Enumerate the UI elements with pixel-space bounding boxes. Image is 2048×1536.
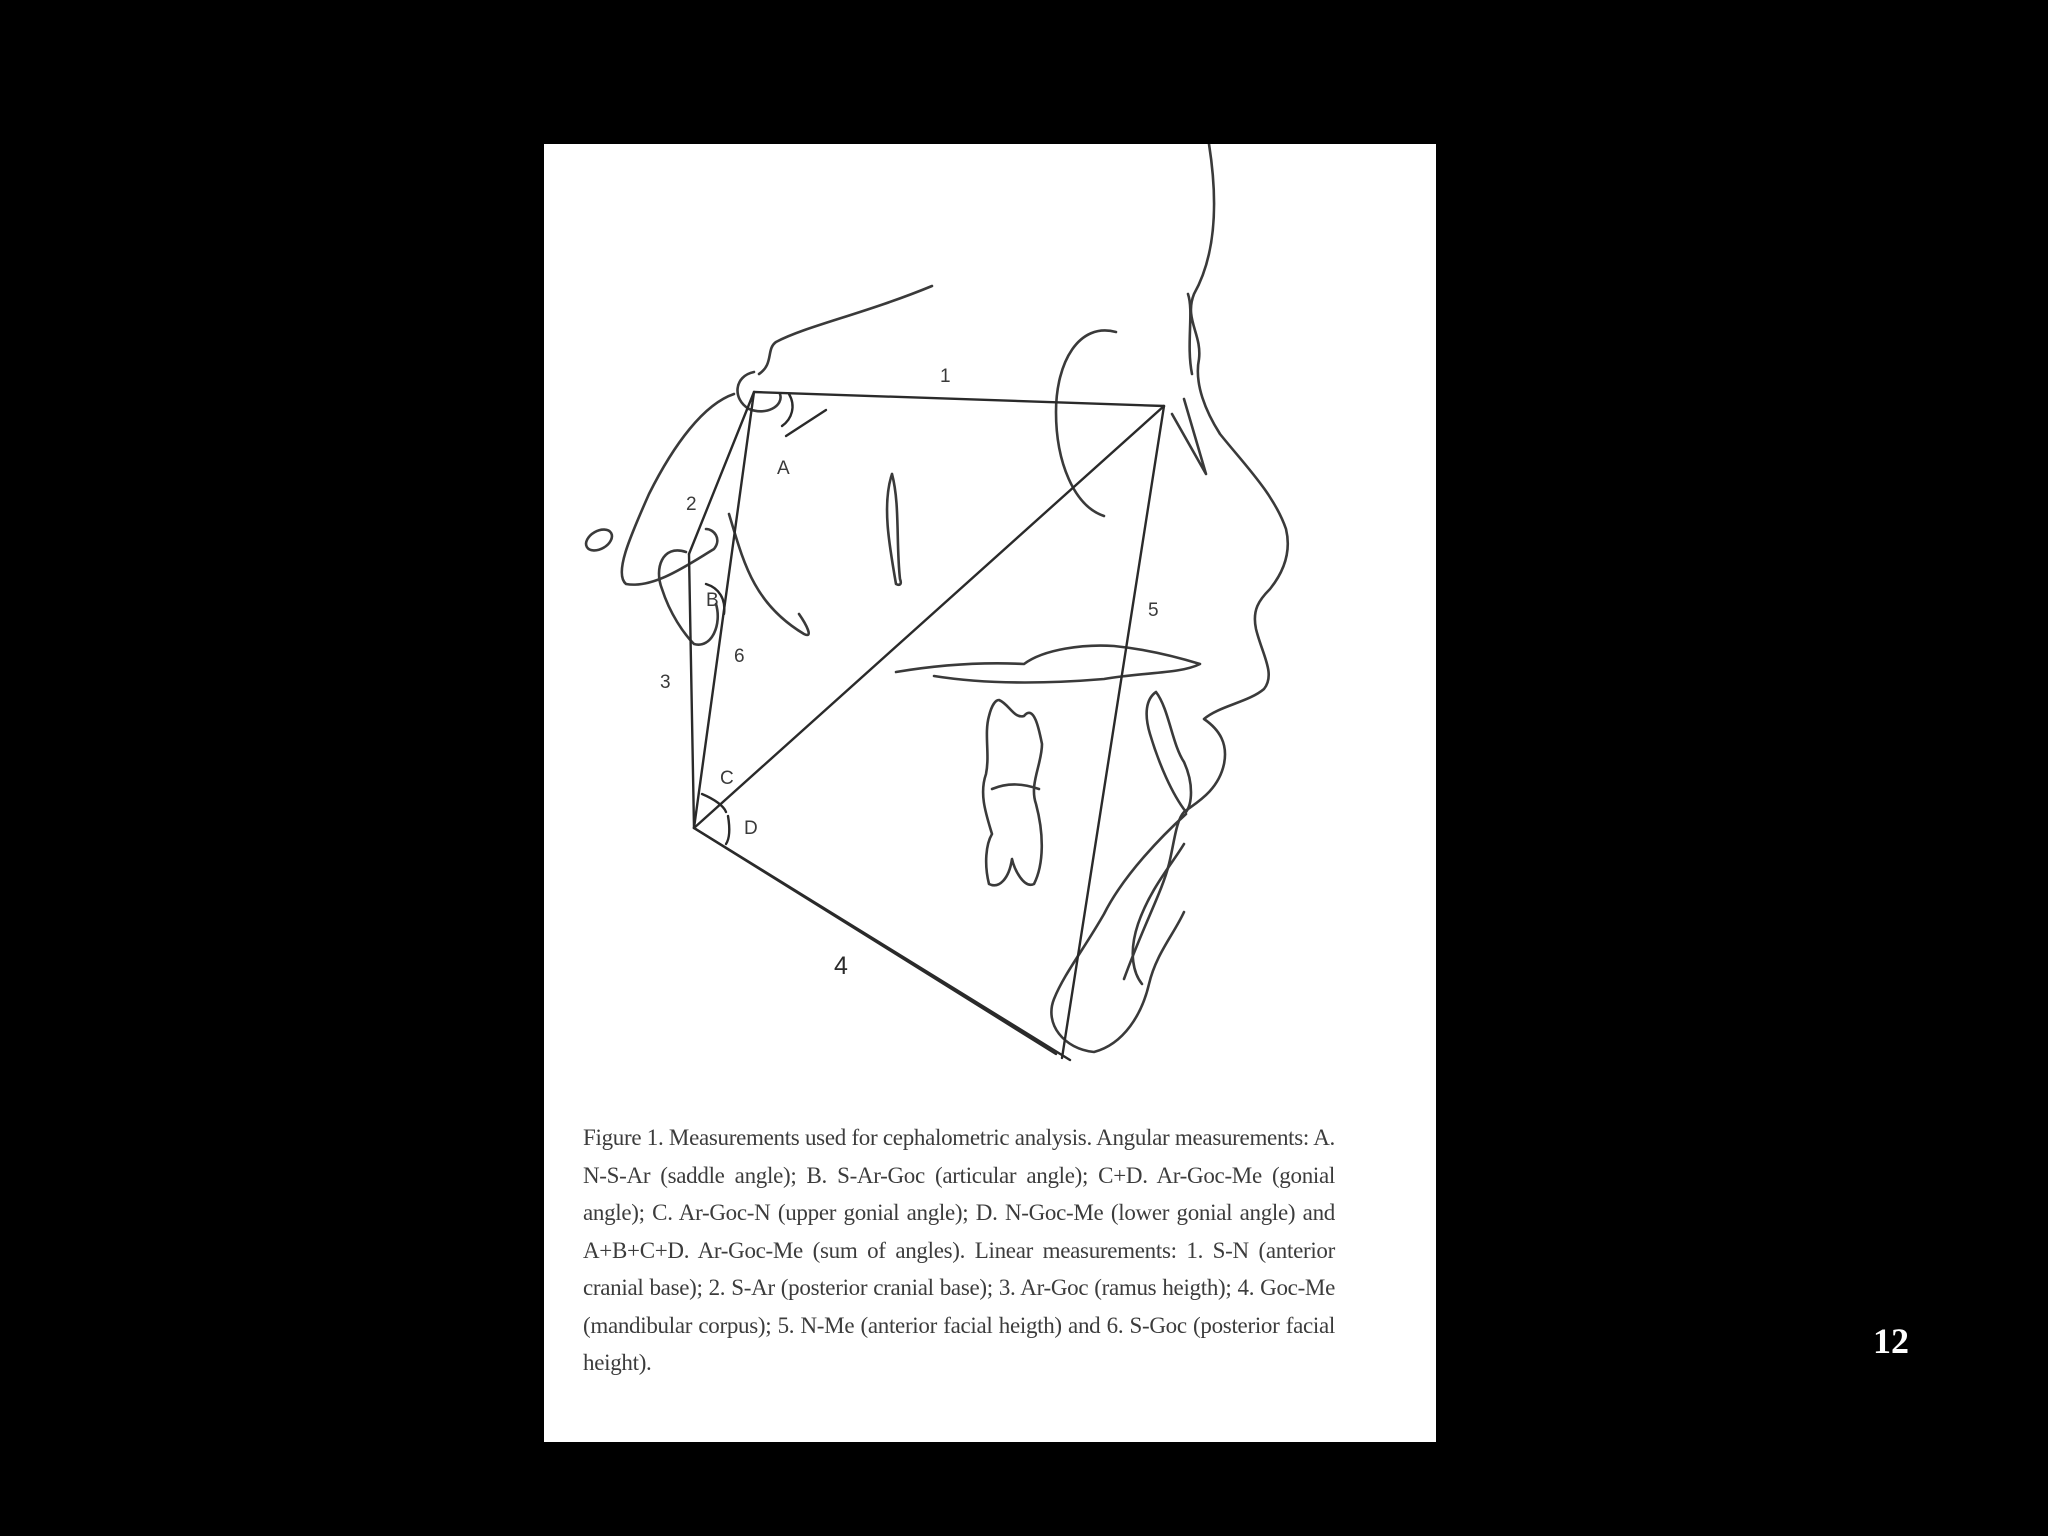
anterior-cranial-base	[759, 286, 932, 374]
label-2: 2	[686, 494, 697, 515]
nasion-notch	[1172, 399, 1206, 474]
lower-incisor	[1133, 844, 1184, 984]
ear-rod	[582, 525, 615, 555]
line-2-s-ar	[689, 392, 754, 554]
pterygomaxillary-fissure	[887, 474, 901, 585]
pterygoid-curve	[729, 514, 809, 635]
label-1: 1	[940, 366, 951, 387]
label-c: C	[720, 768, 734, 789]
figure-panel	[544, 144, 1436, 1442]
line-n-goc	[694, 406, 1164, 828]
palatal-plane	[896, 646, 1200, 683]
angle-a-arc	[782, 394, 793, 426]
line-4-goc-me-2	[694, 828, 1056, 1054]
soft-tissue-profile	[1124, 144, 1288, 979]
label-a: A	[777, 458, 790, 479]
molar-outline	[983, 700, 1042, 885]
line-3-ar-goc	[689, 554, 694, 828]
label-d: D	[744, 818, 758, 839]
cephalometric-tracing	[544, 144, 1436, 1084]
label-5: 5	[1148, 600, 1159, 621]
molar-crown-line	[992, 784, 1039, 789]
line-1-s-n	[754, 392, 1164, 406]
orbit-outline	[1056, 330, 1116, 516]
label-6: 6	[734, 646, 745, 667]
slide-number: 12	[1873, 1321, 1909, 1361]
figure-caption: Figure 1. Measurements used for cephalometric analysis. Angular measurements: A. N-S-Ar (saddle angle); B. S-Ar-Goc (articular angle); C+D. Ar-Goc-Me (gonial angle); C. Ar-Goc-N (upper gonial angle); D. N-Goc-Me (lower gonial angle) and A+B+C+D. Ar-Goc-Me (sum of angles). Linear measurements: 1. S-N (anterior cranial base); 2. S-Ar (posterior cranial base); 3. Ar-Goc (ramus heigth); 4. Goc-Me (mandibular corpus); 5. N-Me (anterior facial heigth) and 6. S-Goc (posterior facial height).	[583, 1125, 1335, 1375]
upper-incisor	[1147, 692, 1191, 812]
label-4: 4	[834, 952, 848, 980]
symphysis-outline	[1051, 814, 1186, 1052]
clivus-outline	[622, 394, 734, 585]
label-b: B	[706, 590, 719, 611]
angle-d-arc	[726, 816, 729, 844]
label-3: 3	[660, 672, 671, 693]
